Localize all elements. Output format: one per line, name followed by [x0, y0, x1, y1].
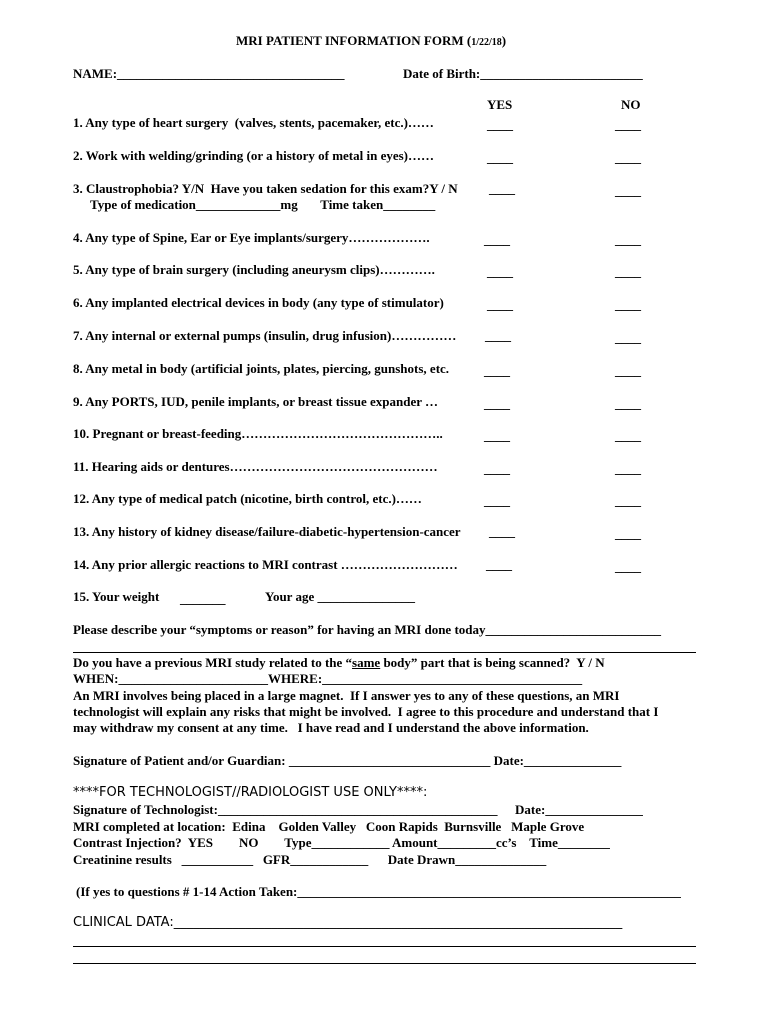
q14-no-blank[interactable]: ____	[615, 559, 641, 574]
q10-no-blank[interactable]: ____	[615, 428, 641, 443]
q7-yes-blank[interactable]: ____	[485, 328, 511, 343]
question-12: 12. Any type of medical patch (nicotine, birth control, etc.)……	[73, 491, 422, 506]
question-14: 14. Any prior allergic reactions to MRI contrast ………………………	[73, 557, 458, 572]
q14-yes-blank[interactable]: ____	[486, 557, 512, 572]
q3-yes-blank[interactable]: ____	[489, 181, 515, 196]
q6-yes-blank[interactable]: ____	[487, 297, 513, 312]
name-input[interactable]: ___________________________________	[117, 66, 345, 81]
q4-yes-blank[interactable]: ____	[484, 232, 510, 247]
name-label: NAME:	[73, 66, 118, 81]
consent-line-2: technologist will explain any risks that might be involved. I agree to this procedure and understand that I	[73, 704, 659, 719]
symptoms-extra-line[interactable]	[73, 652, 696, 653]
previous-mri-same: same	[352, 655, 381, 670]
technologist-header: ****FOR TECHNOLOGIST//RADIOLOGIST USE ONLY****:	[73, 785, 428, 800]
question-8: 8. Any metal in body (artificial joints, plates, piercing, gunshots, etc.	[73, 361, 450, 376]
form-revision-date: 1/22/18	[471, 37, 502, 48]
question-3: 3. Claustrophobia? Y/N Have you taken sedation for this exam?Y / N	[73, 181, 458, 196]
q12-yes-blank[interactable]: ____	[484, 493, 510, 508]
name-field	[73, 66, 345, 82]
question-6: 6. Any implanted electrical devices in body (any type of stimulator)	[73, 295, 444, 310]
q11-no-blank[interactable]: ____	[615, 461, 641, 476]
q13-yes-blank[interactable]: ____	[489, 524, 515, 539]
q3-no-blank[interactable]: ____	[615, 183, 641, 198]
q6-no-blank[interactable]: ____	[615, 297, 641, 312]
previous-mri-text: Do you have a previous MRI study related to the “	[73, 655, 353, 670]
dob-field	[403, 66, 643, 82]
form-title-text: MRI PATIENT INFORMATION FORM (	[236, 33, 472, 48]
dob-label: Date of Birth:	[403, 66, 481, 81]
q9-yes-blank[interactable]: ____	[484, 396, 510, 411]
question-4: 4. Any type of Spine, Ear or Eye implants/surgery……………….	[73, 230, 430, 245]
q2-no-blank[interactable]: ____	[615, 150, 641, 165]
consent-line-3: may withdraw my consent at any time. I have read and I understand the above information.	[73, 720, 589, 735]
clinical-data-line-2[interactable]	[73, 946, 696, 947]
q13-no-blank[interactable]: ____	[615, 526, 641, 541]
q12-no-blank[interactable]: ____	[615, 493, 641, 508]
form-title	[236, 33, 506, 51]
age-field[interactable]: Your age _______________	[265, 589, 415, 604]
when-where-field[interactable]: WHEN:_______________________WHERE:________________________________________	[73, 671, 583, 686]
question-5: 5. Any type of brain surgery (including aneurysm clips)………….	[73, 262, 435, 277]
q8-no-blank[interactable]: ____	[615, 363, 641, 378]
question-13: 13. Any history of kidney disease/failure-diabetic-hypertension-cancer	[73, 524, 461, 539]
clinical-data-field[interactable]: CLINICAL DATA:_____________________________________________________________________	[73, 915, 623, 930]
symptoms-field[interactable]: Please describe your “symptoms or reason” for having an MRI done today___________________________	[73, 622, 662, 637]
location-options[interactable]: MRI completed at location: Edina Golden Valley Coon Rapids Burnsville Maple Grove	[73, 819, 585, 834]
question-11: 11. Hearing aids or dentures…………………………………………	[73, 459, 438, 474]
q1-no-blank[interactable]: ____	[615, 117, 641, 132]
q7-no-blank[interactable]: ____	[615, 330, 641, 345]
question-3-medication[interactable]: Type of medication_____________mg Time taken________	[90, 197, 436, 212]
question-2: 2. Work with welding/grinding (or a history of metal in eyes)……	[73, 148, 434, 163]
patient-signature-field[interactable]: Signature of Patient and/or Guardian: _______________________________ Date:_______________	[73, 753, 622, 768]
q4-no-blank[interactable]: ____	[615, 232, 641, 247]
no-header: NO	[621, 97, 641, 112]
action-taken-field[interactable]: (If yes to questions # 1-14 Action Taken:___________________________________________________________	[76, 884, 681, 899]
question-9: 9. Any PORTS, IUD, penile implants, or breast tissue expander …	[73, 394, 439, 409]
weight-label: 15. Your weight	[73, 589, 160, 604]
q10-yes-blank[interactable]: ____	[484, 428, 510, 443]
yes-header: YES	[487, 97, 513, 112]
q5-yes-blank[interactable]: ____	[487, 264, 513, 279]
question-7: 7. Any internal or external pumps (insulin, drug infusion)……………	[73, 328, 457, 343]
technologist-date-field[interactable]: Date:_______________	[515, 802, 643, 817]
consent-line-1: An MRI involves being placed in a large magnet. If I answer yes to any of these questions, an MRI	[73, 688, 620, 703]
q1-yes-blank[interactable]: ____	[487, 117, 513, 132]
previous-mri-text-end: body” part that is being scanned? Y / N	[380, 655, 605, 670]
contrast-injection-field[interactable]: Contrast Injection? YES NO Type____________ Amount_________cc’s Time________	[73, 835, 610, 850]
q11-yes-blank[interactable]: ____	[484, 461, 510, 476]
q2-yes-blank[interactable]: ____	[487, 150, 513, 165]
creatinine-field[interactable]: Creatinine results ___________ GFR____________ Date Drawn______________	[73, 852, 547, 867]
q9-no-blank[interactable]: ____	[615, 396, 641, 411]
clinical-data-line-3[interactable]	[73, 963, 696, 964]
q5-no-blank[interactable]: ____	[615, 264, 641, 279]
weight-input[interactable]: _______	[180, 591, 226, 606]
question-10: 10. Pregnant or breast-feeding………………………………………..	[73, 426, 443, 441]
technologist-signature-field[interactable]: Signature of Technologist:___________________________________________	[73, 802, 498, 817]
question-1: 1. Any type of heart surgery (valves, stents, pacemaker, etc.)……	[73, 115, 434, 130]
previous-mri-question	[73, 655, 605, 671]
q8-yes-blank[interactable]: ____	[484, 363, 510, 378]
form-title-close: )	[501, 33, 507, 48]
dob-input[interactable]: _________________________	[480, 66, 643, 81]
